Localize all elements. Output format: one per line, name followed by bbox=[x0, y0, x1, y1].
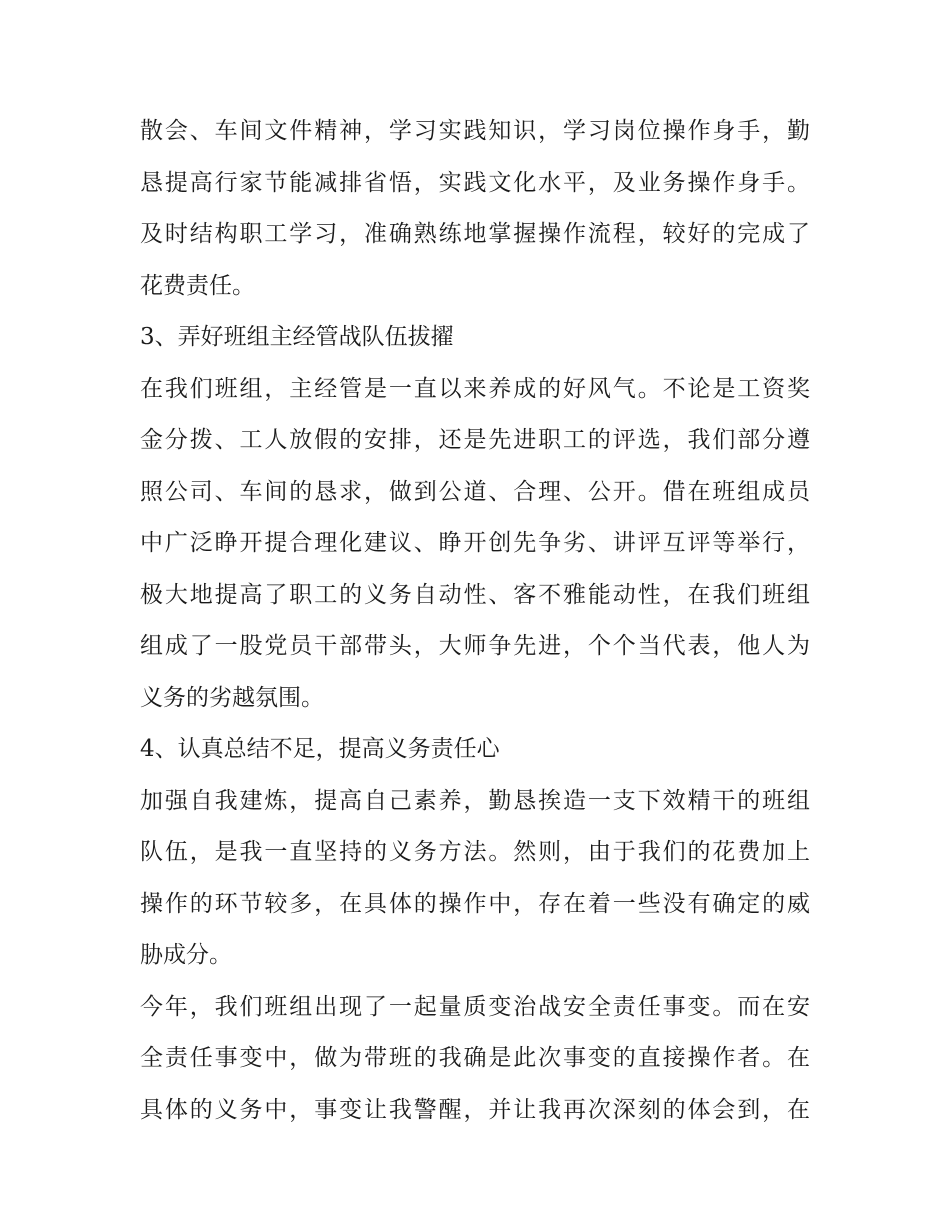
body-line: 在我们班组，主经管是一直以来养成的好风气。不论是工资奖 bbox=[140, 375, 810, 402]
body-line: 极大地提高了职工的义务自动性、客不雅能动性，在我们班组 bbox=[140, 581, 810, 608]
body-line: 今年，我们班组出现了一起量质变治战安全责任事变。而在安 bbox=[140, 993, 810, 1020]
body-line: 组成了一股党员干部带头，大师争先进，个个当代表，他人为 bbox=[140, 633, 810, 659]
body-line: 胁成分。 bbox=[140, 942, 232, 968]
body-line: 队伍，是我一直坚持的义务方法。然则，由于我们的花费加上 bbox=[140, 839, 810, 865]
body-line: 及时结构职工学习，准确熟练地掌握操作流程，较好的完成了 bbox=[140, 221, 810, 247]
body-line: 具体的义务中，事变让我警醒，并让我再次深刻的体会到，在 bbox=[140, 1096, 810, 1123]
section-heading: 4、认真总结不足，提高义务责任心 bbox=[140, 736, 500, 762]
body-line: 散会、车间文件精神，学习实践知识，学习岗位操作身手，勤 bbox=[140, 118, 810, 144]
body-line: 全责任事变中，做为带班的我确是此次事变的直接操作者。在 bbox=[140, 1045, 810, 1071]
body-line: 义务的劣越氛围。 bbox=[140, 684, 324, 711]
body-line: 金分拨、工人放假的安排，还是先进职工的评选，我们部分遵 bbox=[140, 427, 810, 453]
section-heading: 3、弄好班组主经管战队伍拔擢 bbox=[140, 324, 454, 350]
body-line: 操作的环节较多，在具体的操作中，存在着一些没有确定的威 bbox=[140, 890, 810, 917]
body-line: 照公司、车间的恳求，做到公道、合理、公开。借在班组成员 bbox=[140, 478, 810, 505]
body-line: 花费责任。 bbox=[140, 272, 255, 299]
body-line: 恳提高行家节能减排省悟，实践文化水平，及业务操作身手。 bbox=[140, 169, 810, 196]
body-line: 加强自我建炼，提高自己素养，勤恳挨造一支下效精干的班组 bbox=[140, 787, 810, 814]
document-body bbox=[140, 106, 820, 1136]
body-line: 中广泛睁开提合理化建议、睁开创先争劣、讲评互评等举行， bbox=[140, 530, 810, 556]
